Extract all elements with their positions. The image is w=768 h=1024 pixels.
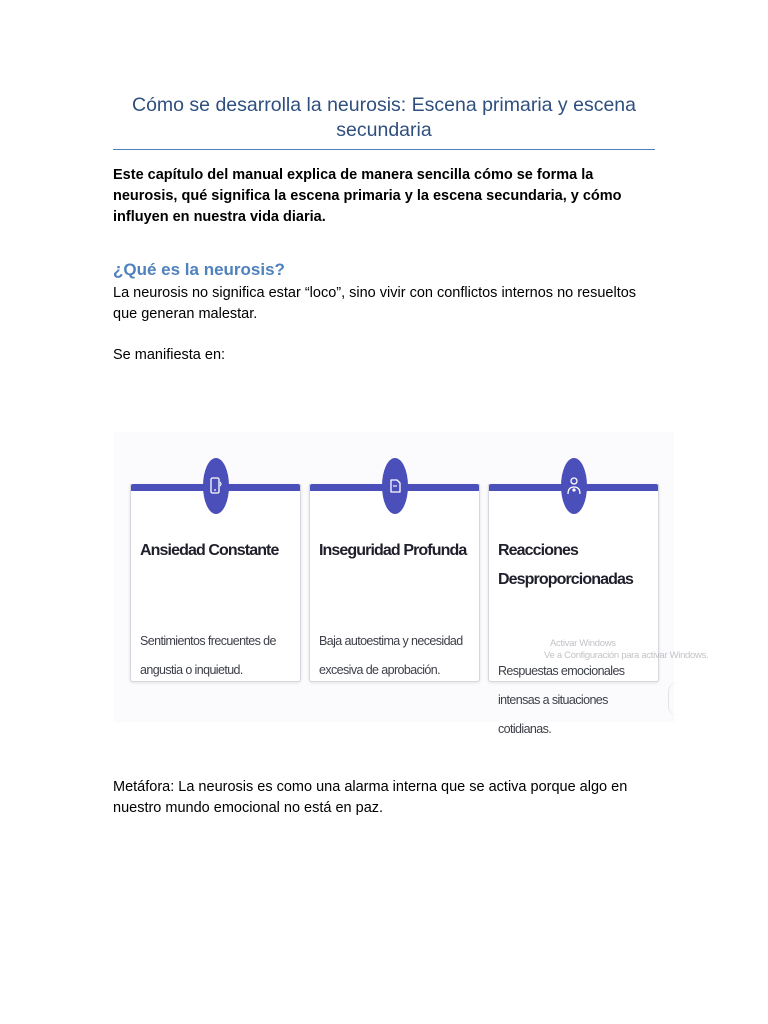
metaphor-text: Metáfora: La neurosis es como una alarma interna que se activa porque algo en nuestro mundo emocional no está en paz. [113, 779, 628, 816]
figure-edge-decoration [668, 682, 679, 716]
section-heading: ¿Qué es la neurosis? [113, 260, 285, 279]
intro-paragraph [113, 165, 658, 228]
card-title: Reacciones Desproporcionadas [498, 542, 633, 588]
card-icon-badge [561, 458, 587, 514]
card-description: Sentimientos frecuentes de angustia o inquietud. [140, 634, 276, 677]
card-description: Respuestas emocionales intensas a situaciones cotidianas. [498, 664, 625, 736]
intro-text: Este capítulo del manual explica de manera sencilla cómo se forma la neurosis, qué significa la escena primaria y la escena secundaria, y cómo influyen en nuestra vida diaria. [113, 167, 622, 225]
card-icon-badge [203, 458, 229, 514]
windows-activation-watermark [544, 638, 708, 662]
card-title: Inseguridad Profunda [319, 542, 467, 559]
symptoms-figure [114, 432, 709, 736]
page-title [113, 92, 655, 150]
watermark-line-2: Ve a Configuración para activar Windows. [544, 650, 709, 661]
watermark-line-1: Activar Windows [550, 638, 616, 649]
document-icon [388, 478, 402, 494]
neurosis-definition: La neurosis no significa estar “loco”, sino vivir con conflictos internos no resueltos que generan malestar. [113, 285, 637, 322]
card-insecurity [309, 484, 480, 682]
card-anxiety [130, 484, 301, 682]
card-icon-badge [382, 458, 408, 514]
metaphor-paragraph [113, 777, 658, 819]
manifests-in-text: Se manifiesta en: [113, 347, 226, 363]
person-gear-icon [566, 476, 582, 496]
card-title: Ansiedad Constante [140, 542, 279, 559]
phone-icon [209, 477, 223, 495]
card-description: Baja autoestima y necesidad excesiva de aprobación. [319, 634, 463, 677]
title-text: Cómo se desarrolla la neurosis: Escena primaria y escena secundaria [132, 94, 636, 141]
